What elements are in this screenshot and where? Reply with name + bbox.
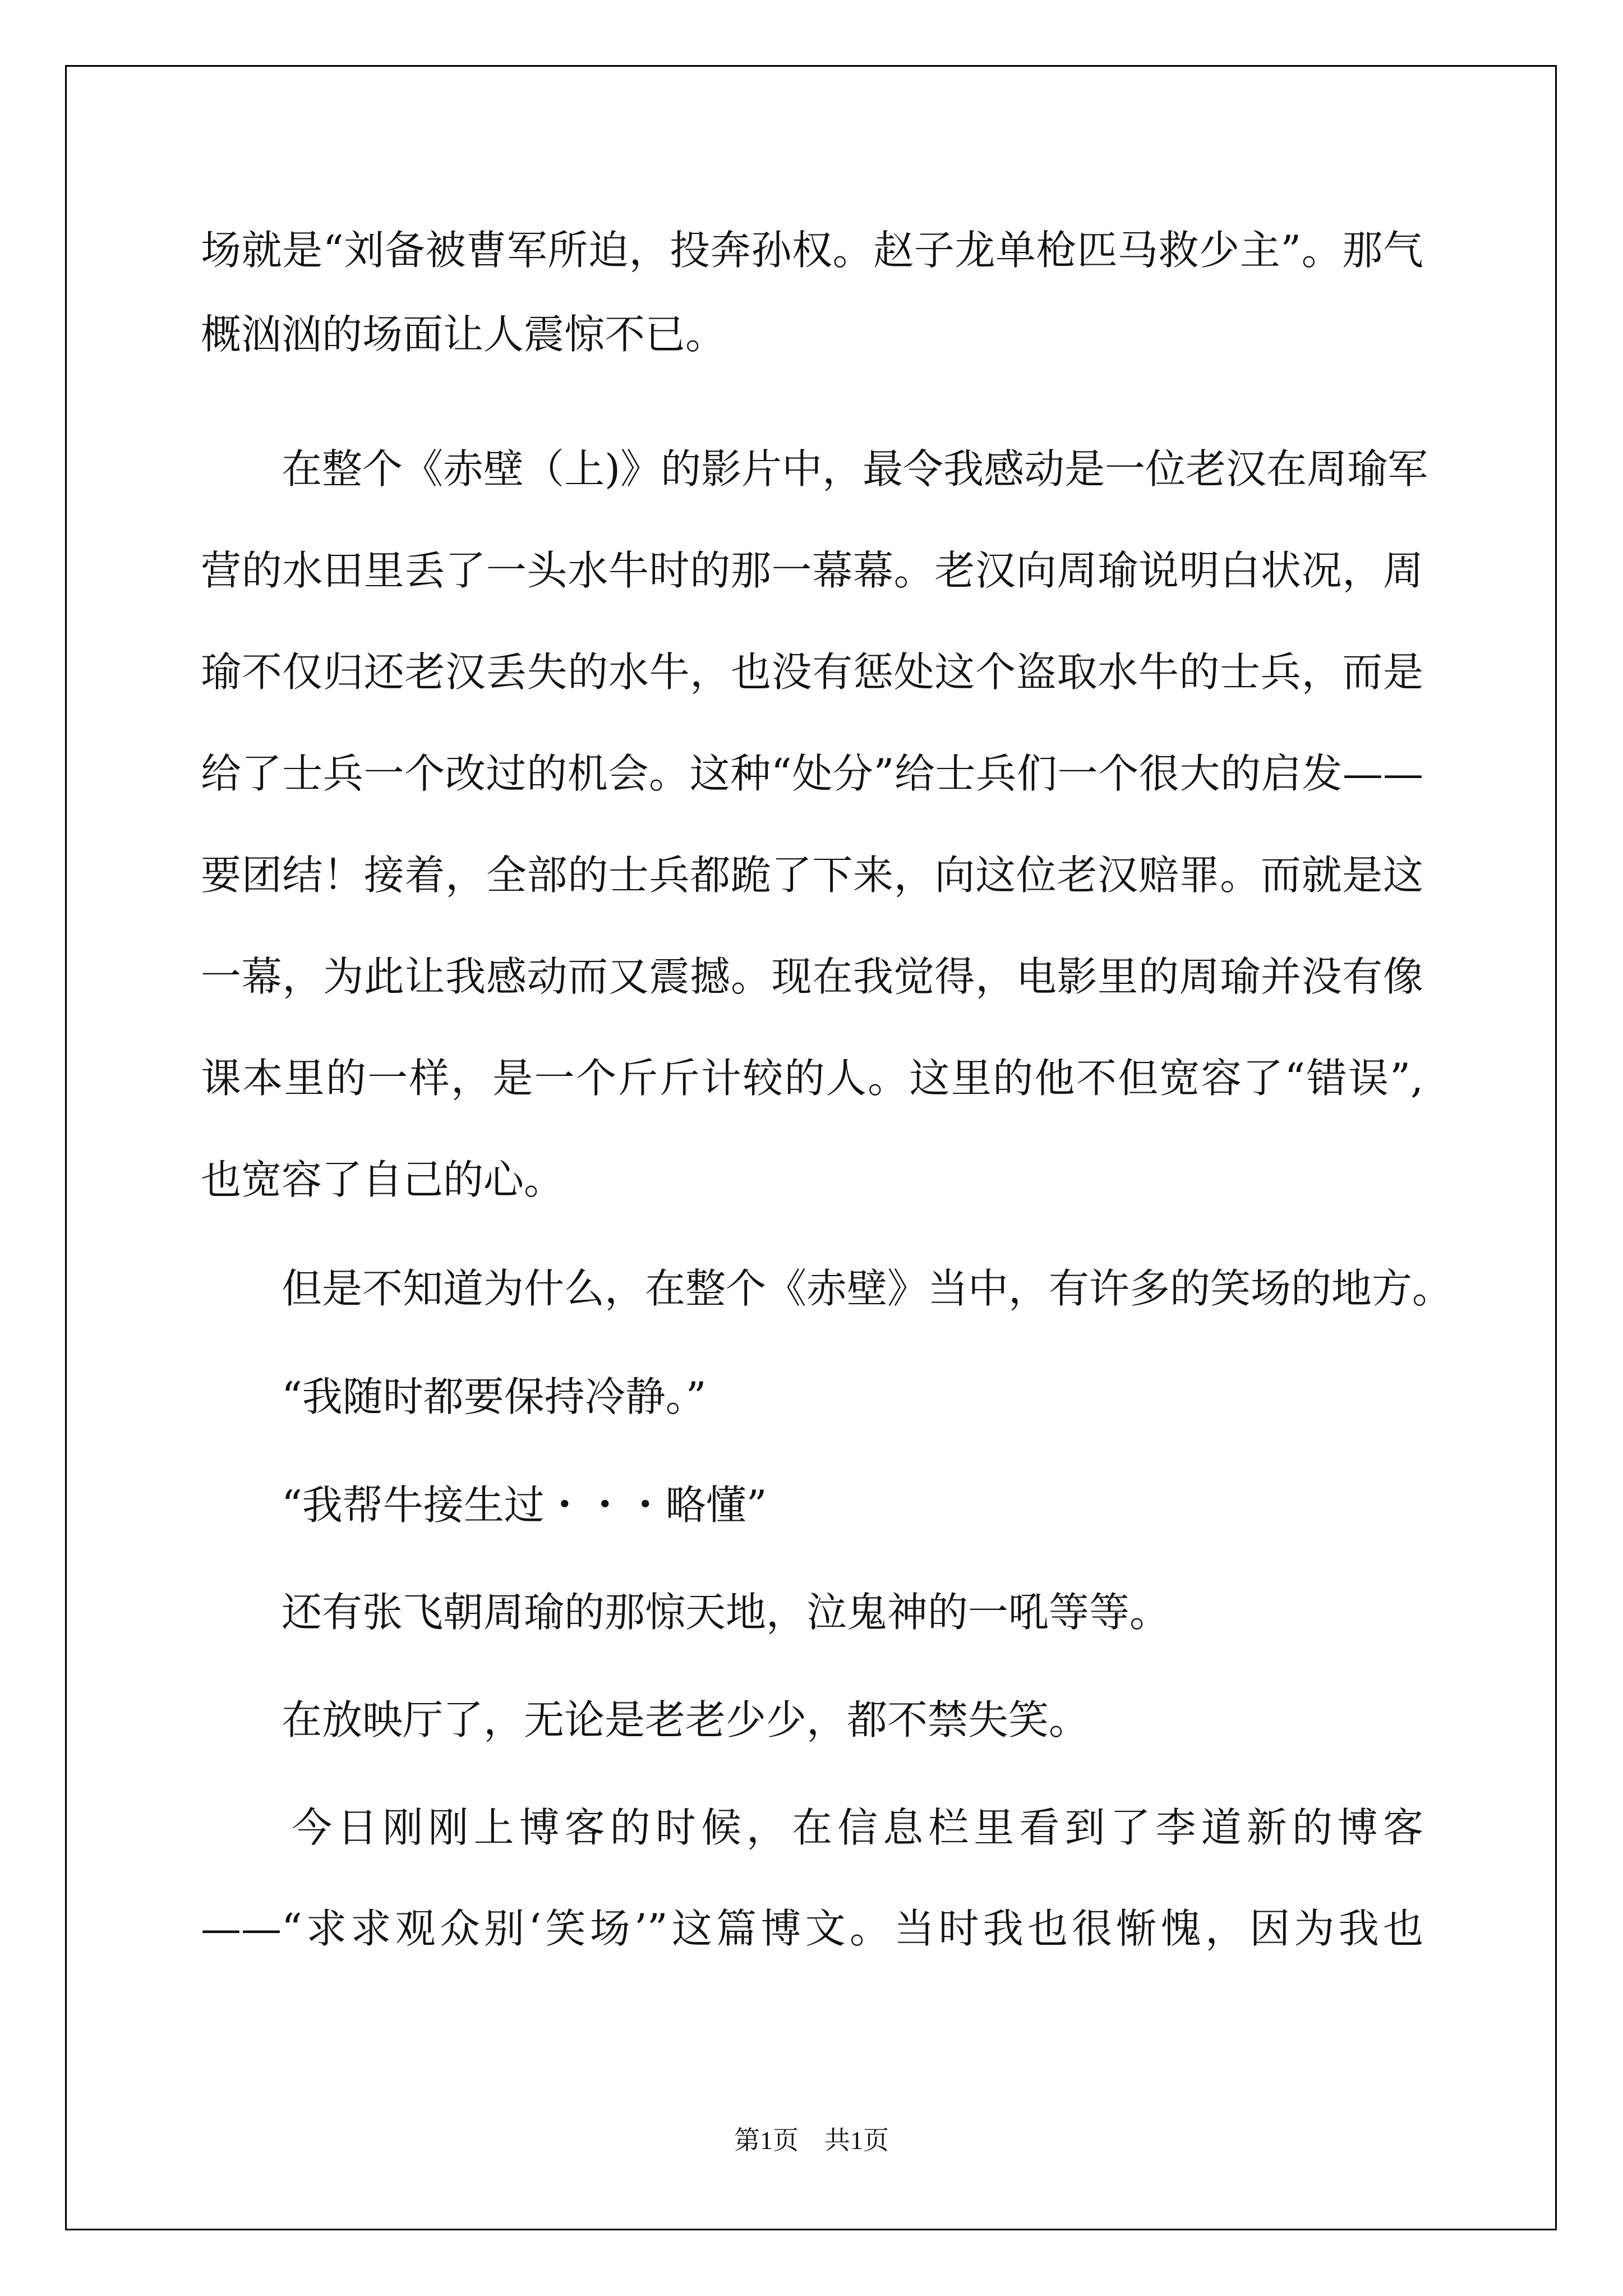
text-line-16: 今日刚刚上博客的时候，在信息栏里看到了李道新的博客 — [201, 1804, 1423, 1851]
text-line-13: “我帮牛接生过・・・略懂” — [201, 1481, 767, 1529]
text-line-14: 还有张飞朝周瑜的那惊天地，泣鬼神的一吼等等。 — [201, 1589, 1170, 1636]
text-line-17: ——“求求观众别‘笑场’”这篇博文。当时我也很惭愧，因为我也 — [201, 1905, 1423, 1952]
text-line-11: 但是不知道为什么，在整个《赤壁》当中，有许多的笑场的地方。 — [201, 1265, 1453, 1312]
text-line-4: 营的水田里丢了一头水牛时的那一幕幕。老汉向周瑜说明白状况，周 — [201, 547, 1423, 594]
text-line-8: 一幕，为此让我感动而又震撼。现在我觉得，电影里的周瑜并没有像 — [201, 953, 1423, 1000]
text-line-3: 在整个《赤壁（上)》的影片中，最令我感动是一位老汉在周瑜军 — [201, 445, 1428, 493]
text-line-6: 给了士兵一个改过的机会。这种“处分”给士兵们一个很大的启发—— — [201, 750, 1423, 797]
text-line-10: 也宽容了自己的心。 — [201, 1156, 565, 1203]
text-line-12: “我随时都要保持冷静。” — [201, 1373, 707, 1420]
page-footer: 第1页 共1页 — [734, 2126, 889, 2155]
text-line-5: 瑜不仅归还老汉丢失的水牛，也没有惩处这个盗取水牛的士兵，而是 — [201, 648, 1423, 696]
text-line-2: 概汹汹的场面让人震惊不已。 — [201, 311, 726, 358]
text-line-15: 在放映厅了，无论是老老少少，都不禁失笑。 — [201, 1696, 1090, 1743]
text-line-1: 场就是“刘备被曹军所迫，投奔孙权。赵子龙单枪匹马救少主”。那气 — [201, 227, 1423, 274]
text-line-9: 课本里的一样，是一个斤斤计较的人。这里的他不但宽容了“错误”, — [201, 1055, 1423, 1102]
text-line-7: 要团结！接着，全部的士兵都跪了下来，向这位老汉赔罪。而就是这 — [201, 852, 1423, 899]
